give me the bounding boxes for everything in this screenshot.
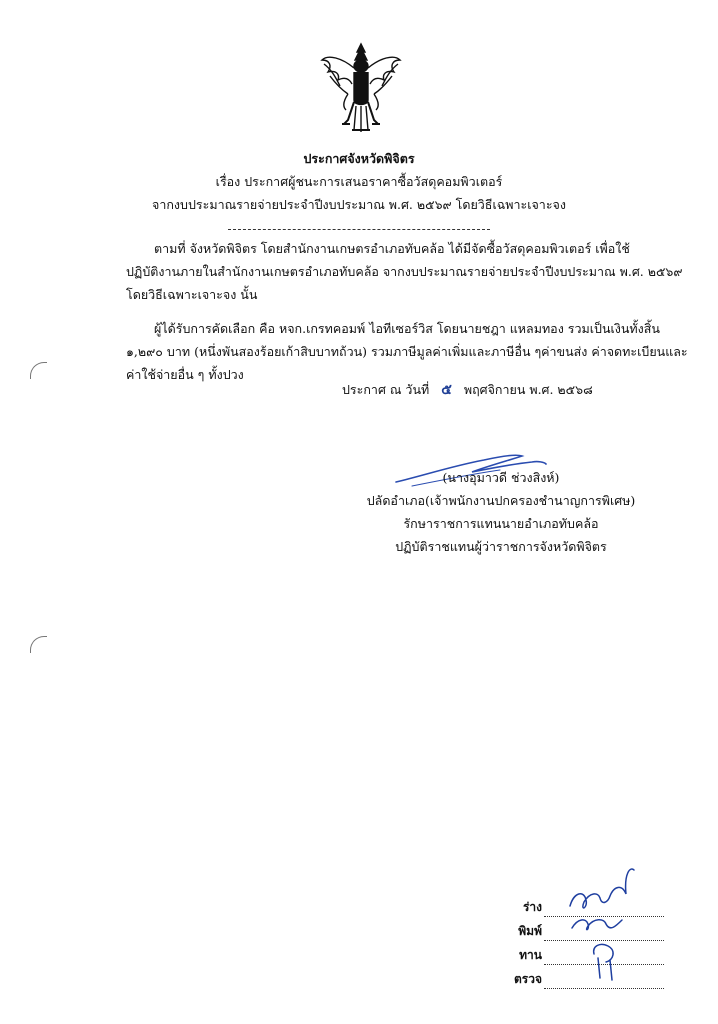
garuda-emblem-icon — [318, 40, 404, 136]
initials-label: ตรวจ — [514, 972, 543, 986]
paragraph-1 — [126, 237, 683, 306]
initials-label: ร่าง — [522, 900, 542, 914]
paragraph-1-line-3: โดยวิธีเฉพาะเจาะจง นั้น — [126, 287, 258, 302]
paragraph-1-line-2: ปฏิบัติงานภายในสำนักงานเกษตรอำเภอทับคล้อ จากงบประมาณรายจ่ายประจำปีงบประมาณ พ.ศ. ๒๕๖๙ — [126, 264, 683, 279]
date-month-year: พฤศจิกายน พ.ศ. ๒๕๖๘ — [463, 382, 593, 397]
initials-label: ทาน — [519, 948, 542, 962]
initials-label: พิมพ์ — [518, 924, 542, 938]
paragraph-2-line-2: ๑,๒๙๐ บาท (หนึ่งพันสองร้อยเก้าสิบบาทถ้วน) รวมภาษีมูลค่าเพิ่มและภาษีอื่น ๆค่าขนส่ง ค่าจดทะเบียนและ — [126, 344, 688, 359]
date-prefix: ประกาศ ณ วันที่ — [342, 382, 430, 397]
header-divider — [228, 229, 490, 230]
paragraph-2 — [126, 317, 688, 386]
signatory-on-behalf: ปฏิบัติราชแทนผู้ว่าราชการจังหวัดพิจิตร — [395, 539, 607, 554]
document-title: ประกาศจังหวัดพิจิตร — [303, 151, 415, 166]
paragraph-1-line-1: ตามที่ จังหวัดพิจิตร โดยสำนักงานเกษตรอำเภอทับคล้อ ได้มีจัดซื้อวัสดุคอมพิวเตอร์ เพื่อใช้ — [154, 241, 630, 256]
paragraph-2-line-3: ค่าใช้จ่ายอื่น ๆ ทั้งปวง — [126, 367, 244, 382]
announcement-date — [342, 379, 593, 401]
signatory-name: (นางอุมาวดี ช่วงสิงห์) — [442, 470, 560, 485]
date-day: ๕ — [441, 382, 452, 398]
signature-block — [366, 466, 636, 558]
hole-punch-mark — [30, 362, 47, 379]
signatory-position: ปลัดอำเภอ(เจ้าพนักงานปกครองชำนาญการพิเศษ) — [366, 493, 636, 508]
budget-line: จากงบประมาณรายจ่ายประจำปีงบประมาณ พ.ศ. ๒๕๖๙ โดยวิธีเฉพาะเจาะจง — [152, 197, 566, 212]
initial-signatures-icon — [564, 862, 684, 1002]
paragraph-2-line-1: ผู้ได้รับการคัดเลือก คือ หจก.เกรทคอมพ์ ไอทีเซอร์วิส โดยนายชฎา แหลมทอง รวมเป็นเงินทั้งสิ้น — [154, 321, 660, 336]
hole-punch-mark — [30, 636, 47, 653]
document-subject: เรื่อง ประกาศผู้ชนะการเสนอราคาซื้อวัสดุคอมพิวเตอร์ — [215, 174, 503, 189]
signatory-acting: รักษาราชการแทนนายอำเภอทับคล้อ — [403, 516, 599, 531]
